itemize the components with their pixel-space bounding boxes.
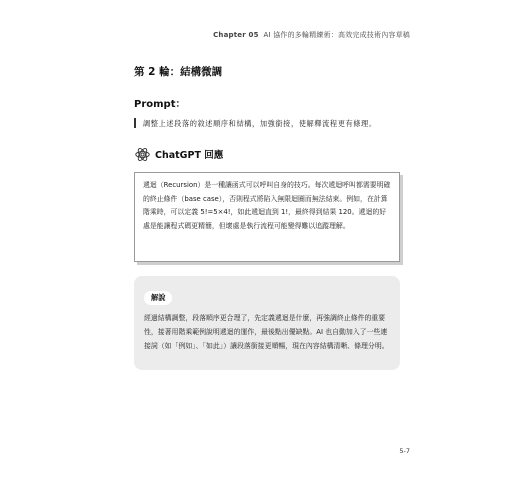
prompt-block [134,117,404,130]
openai-logo-icon [134,146,151,163]
chatgpt-heading [134,144,223,164]
prompt-text: 調整上述段落的敘述順序和結構，加強銜接，使解釋流程更有條理。 [143,119,377,128]
chatgpt-response-text: 遞迴（Recursion）是一種讓函式可以呼叫自身的技巧。每次遞迴呼叫都需要明確的終止條件（base case），否則程式將陷入無限迴圈而無法結束。例如，在計算階乘時，可以定義 5!=5×4!，如此遞迴直到 1!，最終得到結果 120。遞迴的好處是能讓程式碼更精簡，但壞處是執行流程可能變得難以追蹤理解。 [143,181,391,230]
explanation-box [134,276,400,370]
prompt-quote-bar [134,118,136,128]
explanation-text: 經過結構調整，段落順序更合理了，先定義遞迴是什麼，再強調終止條件的重要性，接著用階乘範例說明遞迴的運作，最後點出優缺點。AI 也自動加入了一些連接詞（如「例如」、「如此」）讓段落銜接更順暢，現在內容結構清晰、條理分明。 [144,314,389,350]
chatgpt-response-box [134,172,400,262]
section-heading: 第 2 輪：結構微調 [134,66,223,78]
chatgpt-heading-label: ChatGPT 回應 [155,150,224,161]
running-header [213,30,410,40]
prompt-heading: Prompt： [134,99,186,110]
chapter-label: Chapter 05 [213,31,259,39]
page-number: 5-7 [399,447,410,455]
chapter-title: AI 協作的多輪精練術：高效完成技術內容草稿 [263,31,410,39]
explanation-tag: 解說 [144,291,172,305]
